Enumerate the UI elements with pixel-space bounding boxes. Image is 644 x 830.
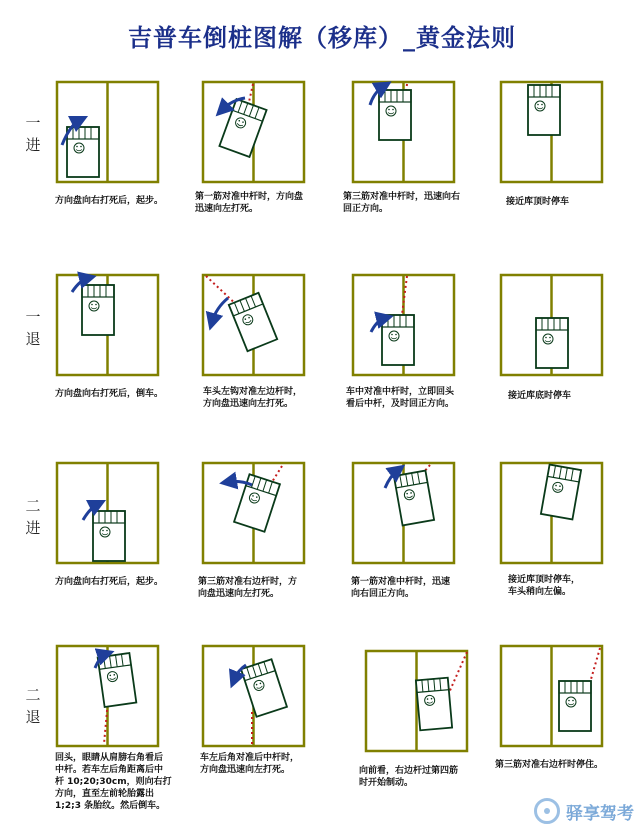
step-caption-11 — [351, 576, 450, 600]
caption-line: 方向盘迅速向左打死。 — [200, 765, 291, 775]
caption-line: 车头稍向左偏。 — [508, 587, 572, 597]
caption-line: 第一筋对准中杆时，方向盘 — [195, 192, 304, 202]
caption-line: 向右回正方向。 — [351, 589, 415, 599]
caption-line: 向盘迅速向左打死。 — [198, 589, 280, 599]
caption-line: 第三筋对准右边杆时，方 — [198, 577, 298, 587]
caption-line: 方向盘向右打死后，起步。 — [55, 577, 164, 587]
caption-line: 接近库底时停车 — [508, 391, 572, 401]
step-caption-5 — [55, 388, 163, 400]
step-panel-16 — [501, 646, 602, 746]
car-icon — [82, 285, 114, 335]
caption-line: 第三筋对准右边杆时停住。 — [495, 760, 604, 770]
step-panel-6 — [203, 275, 304, 375]
row-label-3-2: 进 — [25, 519, 41, 537]
caption-line: 中杆。若车左后角距离后中 — [55, 765, 164, 775]
caption-line: 第一筋对准中杆时，迅速 — [351, 577, 451, 587]
car-icon — [67, 127, 99, 177]
row-label-1-2: 进 — [25, 136, 41, 154]
row-label-2-1: 一 — [25, 308, 41, 326]
caption-line: 第三筋对准中杆时，迅速向右 — [343, 192, 461, 202]
step-caption-16 — [495, 759, 603, 771]
car-icon — [541, 465, 581, 520]
caption-line: 回正方向。 — [343, 204, 389, 214]
car-icon — [559, 681, 591, 731]
step-panel-8 — [501, 275, 602, 375]
step-panel-3 — [353, 82, 454, 182]
steering-arrow-icon — [212, 298, 228, 322]
steering-wheel-icon — [534, 798, 560, 824]
step-caption-9 — [55, 576, 163, 588]
caption-line: 车左后角对准后中杆时， — [200, 753, 300, 763]
step-panel-11 — [353, 463, 454, 563]
page-title: 吉普车倒桩图解（移库）_黄金法则 — [128, 23, 516, 52]
car-icon — [93, 511, 125, 561]
car-icon — [382, 315, 414, 365]
row-label-3-1: 二 — [25, 497, 41, 515]
step-panel-12 — [501, 463, 602, 563]
step-caption-6 — [203, 386, 302, 410]
step-caption-15 — [359, 765, 458, 789]
car-icon — [528, 85, 560, 135]
row-label-4-2: 退 — [25, 708, 41, 726]
car-icon — [98, 653, 137, 707]
caption-line: 迅速向左打死。 — [195, 204, 259, 214]
step-caption-12 — [508, 574, 580, 598]
step-caption-8 — [508, 390, 571, 402]
caption-line: 接近库顶时停车 — [506, 197, 570, 207]
car-icon — [394, 471, 434, 526]
step-caption-1 — [55, 195, 163, 207]
caption-line: 向前看，右边杆过第四筋 — [359, 766, 459, 776]
step-caption-10 — [198, 576, 297, 600]
step-caption-2 — [195, 191, 303, 215]
step-panel-1 — [57, 82, 158, 182]
step-panel-10 — [203, 463, 304, 563]
row-label-2-2: 退 — [25, 330, 41, 348]
watermark-text: 驿享驾考 — [566, 803, 634, 824]
car-icon — [241, 659, 287, 716]
step-panel-13 — [57, 646, 158, 746]
step-caption-4 — [506, 196, 569, 208]
car-icon — [536, 318, 568, 368]
step-panel-5 — [57, 275, 158, 375]
row-label-4-1: 二 — [25, 686, 41, 704]
car-icon — [379, 90, 411, 140]
caption-line: 方向盘向右打死后，起步。 — [55, 196, 164, 206]
caption-line: 接近库顶时停车， — [508, 575, 581, 585]
caption-line: 杆 10;20;30cm，则向右打 — [55, 777, 172, 787]
row-label-1-1: 一 — [25, 114, 41, 132]
step-panel-2 — [203, 82, 304, 182]
caption-line: 时开始制动。 — [359, 778, 414, 788]
caption-line: 方向盘迅速向左打死。 — [203, 399, 294, 409]
caption-line: 车中对准中杆时，立即回头 — [346, 387, 455, 397]
step-caption-13 — [55, 752, 172, 812]
step-panel-4 — [501, 82, 602, 182]
caption-line: 车头左钩对准左边杆时， — [203, 387, 303, 397]
step-panel-9 — [57, 463, 158, 563]
caption-line: 1;2;3 条胎纹。然后倒车。 — [55, 801, 166, 811]
car-icon — [229, 293, 277, 351]
caption-line: 方向，直至左前轮胎露出 — [55, 789, 155, 799]
car-icon — [416, 678, 452, 731]
caption-line: 看后中杆，及时回正方向。 — [346, 399, 455, 409]
step-caption-7 — [346, 386, 454, 410]
step-caption-14 — [200, 752, 299, 776]
step-panel-14 — [203, 646, 304, 746]
step-caption-3 — [343, 191, 460, 215]
caption-line: 回头，眼睛从肩膀右角看后 — [55, 753, 164, 763]
step-panel-15 — [366, 651, 467, 751]
step-panel-7 — [353, 275, 454, 375]
caption-line: 方向盘向右打死后，倒车。 — [55, 389, 164, 399]
watermark — [534, 798, 634, 824]
